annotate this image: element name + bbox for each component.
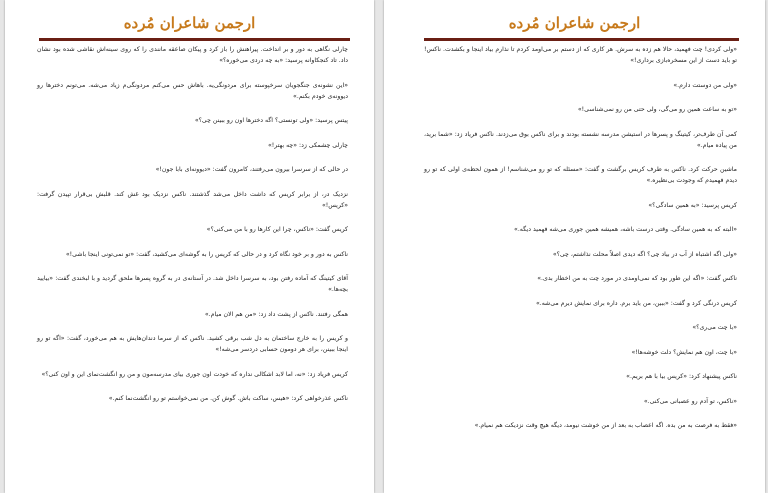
paragraph: «تو به ساعت همین رو می‌گی، ولی حتی من رو نمی‌شناسی!»	[577, 106, 737, 113]
paragraph: «ولی من دوستت دارم.»	[673, 81, 737, 89]
paragraph: «ناکس، تو آدم رو عصبانی می‌کنی.»	[643, 397, 737, 405]
header-rule	[39, 38, 350, 41]
page-header: ارجمن شاعران مُرده	[508, 14, 641, 32]
paragraph: ناکس گفت: «اگه این طور بود که نمی‌اومدی در مورد چت به من اخطار بدی.»	[537, 275, 737, 282]
paragraph: کریس پرسید: «به همین سادگی؟»	[648, 201, 737, 209]
paragraph: ماشین حرکت کرد. ناکس به طرف کریس برگشت و گفت: «مسئله که تو رو می‌شناسم! از همون لحظه‌ی اولی که تو رو دیدم فهمیدم که وجودت بی‌نظیره.»	[424, 166, 737, 184]
paragraph: «با چت، اون هم نمایش؟ دلت خوشه‌ها!»	[631, 348, 737, 356]
page-body	[37, 44, 348, 418]
paragraph: آقای کیتینگ که آماده رفتن بود، به سرسرا داخل شد. در آستانه‌ی در به گروه پسرها ملحق گردید و با لبخندی گفت: «بیایید بچه‌ها.»	[37, 275, 348, 293]
paragraph: ناکس عذرخواهی کرد: «هیس، ساکت باش. گوش کن. من نمی‌خواستم تو رو انگشت‌نما کنم.»	[108, 395, 348, 402]
paragraph: چارلی چشمکی زد: «چه بهتر!»	[268, 141, 348, 149]
paragraph: کریس فریاد زد: «نه، اما لابد اشکالی نداره که خودت اون جوری بیای مدرسه‌مون و من رو انگشت‌نمای این و اون کنی؟»	[41, 370, 348, 378]
paragraph: همگی رفتند. ناکس از پشت داد زد: «من هم الان میام.»	[204, 310, 348, 318]
paragraph: «با چت می‌ری؟»	[692, 324, 737, 331]
header-rule	[424, 38, 739, 41]
paragraph: «فقط به فرصت به من بده. اگه اعصاب به بعد از من خوشت نیومد، دیگه هیچ وقت نزدیکت هم نمیام.»	[474, 422, 737, 429]
paragraph: «ولی اگه اشتباه از آب در بیاد چی؟ اگه دیدی اصلاً محلت نذاشتم، چی؟»	[552, 250, 737, 258]
paragraph: پیتس پرسید: «ولی تونستی؟ اگه دختر‌ها اون رو ببینن چی؟»	[194, 117, 348, 124]
page-header: ارجمن شاعران مُرده	[123, 14, 256, 32]
paragraph: ناکس پیشنهاد کرد: «کریس بیا با هم بریم.»	[626, 373, 737, 380]
paragraph: «ولی کردی! چت فهمید، حالا هم زده به سرش. هر کاری که از دستم بر می‌اومد کردم تا نذارم بیاد اینجا و بکشدت. ناکس! تو باید دست از این مسخره‌بازی برداری!»	[424, 46, 737, 64]
paragraph: ناکس به دور و بر خود نگاه کرد و در حالی که کریس را به گوشه‌ای می‌کشید، گفت: «تو نمی‌تونی اینجا باشی!»	[65, 250, 348, 258]
paragraph: «این نشونه‌ی جنگجویان سرخپوسته برای مردونگی‌یه. باهاش حس می‌کنم مردونگی‌م زیاد می‌شه. می‌تونم دخترها رو دیوونه‌ی خودم بکنم.»	[37, 81, 348, 100]
left-page	[5, 0, 374, 493]
paragraph: نزدیک در، از برابر کریس که داشت داخل می‌شد گذشتند. ناکس نزدیک بود غش کند. قلبش بی‌قرار تپیدن گرفت: «کریس!»	[37, 190, 348, 209]
right-page	[384, 0, 765, 493]
paragraph: کمی آن طرف‌تر، کیتینگ و پسرها در استیشن مدرسه نشسته بودند و برای ناکس بوق می‌زدند. ناکس فریاد زد: «شما برید، من پیاده میام.»	[424, 130, 737, 149]
paragraph: «البته که به همین سادگی. وقتی درست باشه، همیشه همین جوری می‌شه فهمید دیگه.»	[514, 226, 737, 233]
paragraph: کریس درنگی کرد و گفت: «ببین، من باید برم. داره برای نمایش دیرم می‌شه.»	[535, 299, 737, 307]
page-body	[424, 44, 737, 445]
paragraph: در حالی که از سرسرا بیرون می‌رفتند، کامرون گفت: «دیوونه‌ای بابا جون!»	[155, 166, 348, 173]
paragraph: و کریس را به خارج ساختمان به دل شب برقی کشید. ناکس که از سرما دندان‌هایش به هم می‌خورد، گفت: «اگه تو رو اینجا ببینن، برای هر دومون حسابی دردسر می‌شه!»	[37, 335, 348, 353]
paragraph: کریس گفت: «ناکس، چرا این کارها رو با من می‌کنی؟»	[206, 226, 348, 233]
paragraph: چارلی نگاهی به دور و بر انداخت. پیراهنش را باز کرد و پیکان صاعقه مانندی را که روی سینه‌اش نقاشی شده بود نشان داد. تاد کنجکاوانه پرسید: «به چه دردی می‌خوره؟»	[37, 46, 348, 64]
